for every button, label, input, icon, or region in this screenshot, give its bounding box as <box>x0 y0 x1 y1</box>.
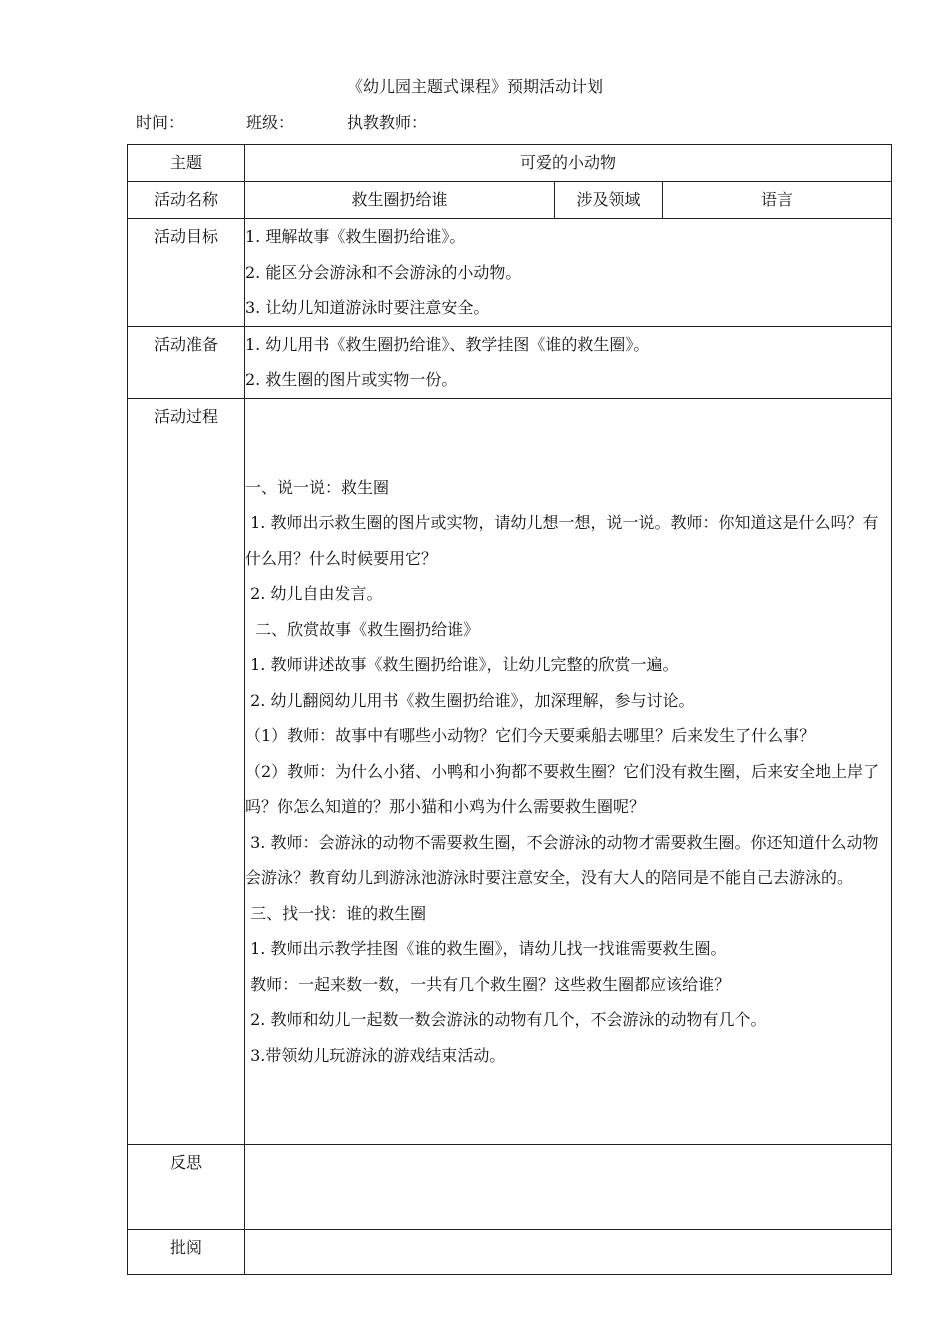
domain-value: 语言 <box>663 182 892 219</box>
theme-label: 主题 <box>128 145 245 182</box>
process-item: 1. 教师讲述故事《救生圈扔给谁》，让幼儿完整的欣赏一遍。 <box>245 655 679 674</box>
process-item: 2. 幼儿自由发言。 <box>245 584 383 603</box>
preparation-row <box>128 326 892 398</box>
review-label: 批阅 <box>128 1230 245 1275</box>
class-label: 班级： <box>246 113 295 132</box>
activity-name-label: 活动名称 <box>128 182 245 219</box>
process-item: 2. 幼儿翻阅幼儿用书《救生圈扔给谁》，加深理解，参与讨论。 <box>245 690 695 710</box>
preparation-content <box>245 326 892 398</box>
process-item: （2）教师：为什么小猪、小鸭和小狗都不要救生圈？它们没有救生圈，后来安全地上岸了吗？你怎么知道的？那小猫和小鸡为什么需要救生圈呢？ <box>245 761 880 816</box>
review-row <box>128 1230 892 1275</box>
reflection-row <box>128 1145 892 1230</box>
document-title: 《幼儿园主题式课程》预期活动计划 <box>346 77 603 96</box>
goals-label: 活动目标 <box>128 219 245 327</box>
preparation-item: 1. 幼儿用书《救生圈扔给谁》、教学挂图《谁的救生圈》。 <box>245 334 650 354</box>
process-item: 二、欣赏故事《救生圈扔给谁》 <box>245 619 480 639</box>
reflection-content <box>245 1145 892 1230</box>
goals-row <box>128 219 892 327</box>
process-item: （1）教师：故事中有哪些小动物？它们今天要乘船去哪里？后来发生了什么事？ <box>245 726 816 745</box>
preparation-label: 活动准备 <box>128 326 245 398</box>
goals-content <box>245 219 892 327</box>
process-item: 3.带领幼儿玩游泳的游戏结束活动。 <box>245 1045 506 1065</box>
goal-item: 2. 能区分会游泳和不会游泳的小动物。 <box>245 262 522 282</box>
theme-value: 可爱的小动物 <box>245 145 892 182</box>
reflection-label: 反思 <box>128 1145 245 1230</box>
process-row <box>128 398 892 1145</box>
process-item: 三、找一找：谁的救生圈 <box>245 903 427 923</box>
process-item: 1. 教师出示教学挂图《谁的救生圈》，请幼儿找一找谁需要救生圈。 <box>245 939 727 958</box>
activity-name-value: 救生圈扔给谁 <box>245 182 555 219</box>
process-label: 活动过程 <box>128 398 245 1145</box>
process-item: 1. 教师出示救生圈的图片或实物，请幼儿想一想，说一说。教师：你知道这是什么吗？有什么用？什么时候要用它？ <box>245 513 879 568</box>
review-content <box>245 1230 892 1275</box>
process-item: 3. 教师：会游泳的动物不需要救生圈，不会游泳的动物才需要救生圈。你还知道什么动物会游泳？教育幼儿到游泳池游泳时要注意安全，没有大人的陪同是不能自己去游泳的。 <box>245 832 879 887</box>
activity-name-row <box>128 182 892 219</box>
domain-label: 涉及领域 <box>555 182 663 219</box>
process-item: 教师：一起来数一数，一共有几个救生圈？这些救生圈都应该给谁？ <box>245 974 731 994</box>
process-item: 2. 教师和幼儿一起数一数会游泳的动物有几个，不会游泳的动物有几个。 <box>245 1010 767 1029</box>
activity-plan-table <box>127 144 892 1275</box>
goal-item: 1. 理解故事《救生圈扔给谁》。 <box>245 227 466 246</box>
process-content <box>245 398 892 1145</box>
preparation-item: 2. 救生圈的图片或实物一份。 <box>245 370 458 389</box>
process-item: 一、说一说：救生圈 <box>245 477 390 497</box>
time-label: 时间： <box>136 113 185 132</box>
teacher-label: 执教教师： <box>347 113 428 132</box>
theme-row <box>128 145 892 182</box>
goal-item: 3. 让幼儿知道游泳时要注意安全。 <box>245 298 490 317</box>
